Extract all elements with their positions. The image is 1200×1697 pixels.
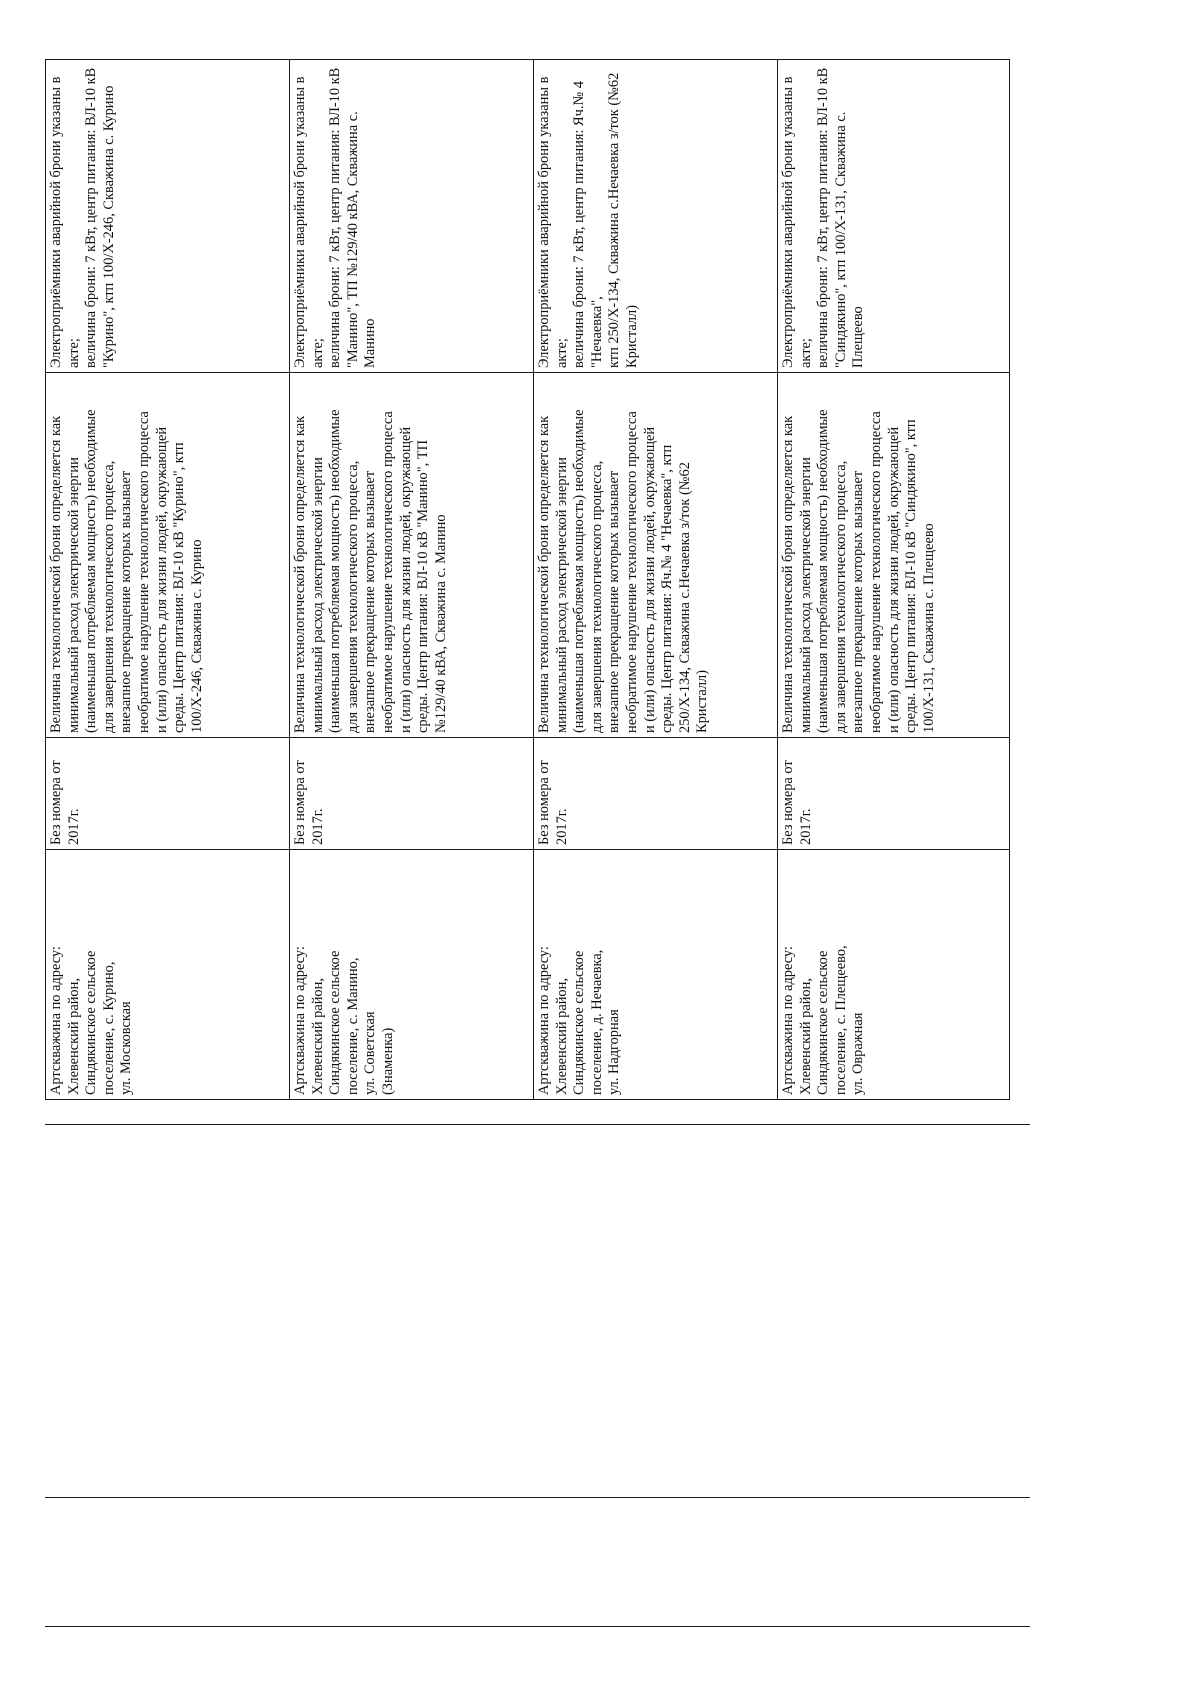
- emergency-reserve-cell: Электроприёмники аварийной брони указаны в акте; величина брони: 7 кВт, центр питания: Яч.№ 4 "Нечаевка", ктп 250/Х-134, Скважина с.Нечаевка з/ток (№62 Кристалл): [534, 60, 778, 373]
- document-cell: Без номера от 2017г.: [778, 738, 1010, 850]
- document-cell: Без номера от 2017г.: [534, 738, 778, 850]
- object-cell: Артскважина по адресу: Хлевенский район, Синдякинское сельское поселение, с. Плещеево, ул. Овражная: [778, 850, 1010, 1100]
- object-cell: Артскважина по адресу: Хлевенский район, Синдякинское сельское поселение, д. Нечаевка, ул. Надгорная: [534, 850, 778, 1100]
- table-row: [534, 60, 778, 1100]
- document-cell: Без номера от 2017г.: [290, 738, 534, 850]
- table-row: [778, 60, 1010, 1100]
- reserve-table-main: [45, 59, 1010, 1100]
- emergency-reserve-cell: Электроприёмники аварийной брони указаны в акте; величина брони: 7 кВт, центр питания: ВЛ-10 кВ "Курино", ктп 100/Х-246, Скважина с. Курино: [46, 60, 290, 373]
- emergency-reserve-cell: Электроприёмники аварийной брони указаны в акте; величина брони: 7 кВт, центр питания: ВЛ-10 кВ "Манино", ТП №129/40 кВА, Скважина с. Манино: [290, 60, 534, 373]
- tech-reserve-cell: Величина технологической брони определяется как минимальный расход электрической энергии (наименьшая потребляемая мощность) необходимые для завершения технологического процесса, внезапное прекращение которых вызывает необратимое нарушение технологического процесса и (или) опасность для жизни людей, окружающей среды. Центр питания: ВЛ-10 кВ "Курино", ктп 100/Х-246, Скважина с. Курино: [46, 373, 290, 738]
- table-frame: [45, 55, 1030, 1630]
- object-cell: Артскважина по адресу: Хлевенский район, Синдякинское сельское поселение, с. Курино, ул. Московская: [46, 850, 290, 1100]
- table-row: [46, 60, 290, 1100]
- document-cell: Без номера от 2017г.: [46, 738, 290, 850]
- tech-reserve-cell: Величина технологической брони определяется как минимальный расход электрической энергии (наименьшая потребляемая мощность) необходимые для завершения технологического процесса, внезапное прекращение которых вызывает необратимое нарушение технологического процесса и (или) опасность для жизни людей, окружающей среды. Центр питания: ВЛ-10 кВ "Манино", ТП №129/40 кВА, Скважина с. Манино: [290, 373, 534, 738]
- table-row: [290, 60, 534, 1100]
- tech-reserve-cell: Величина технологической брони определяется как минимальный расход электрической энергии (наименьшая потребляемая мощность) необходимые для завершения технологического процесса, внезапное прекращение которых вызывает необратимое нарушение технологического процесса и (или) опасность для жизни людей, окружающей среды. Центр питания: ВЛ-10 кВ "Синдякино", ктп 100/Х-131, Скважина с. Плещеево: [778, 373, 1010, 738]
- tech-reserve-cell: Величина технологической брони определяется как минимальный расход электрической энергии (наименьшая потребляемая мощность) необходимые для завершения технологического процесса, внезапное прекращение которых вызывает необратимое нарушение технологического процесса и (или) опасность для жизни людей, окружающей среды. Центр питания: Яч.№ 4 "Нечаевка", ктп 250/Х-134, Скважина с.Нечаевка з/ток (№62 Кристалл): [534, 373, 778, 738]
- object-cell: Артскважина по адресу: Хлевенский район, Синдякинское сельское поселение, с. Манино, ул. Советская (Знаменка): [290, 850, 534, 1100]
- emergency-reserve-cell: Электроприёмники аварийной брони указаны в акте; величина брони: 7 кВт, центр питания: ВЛ-10 кВ "Синдякино", ктп 100/Х-131, Скважина с. Плещеево: [778, 60, 1010, 373]
